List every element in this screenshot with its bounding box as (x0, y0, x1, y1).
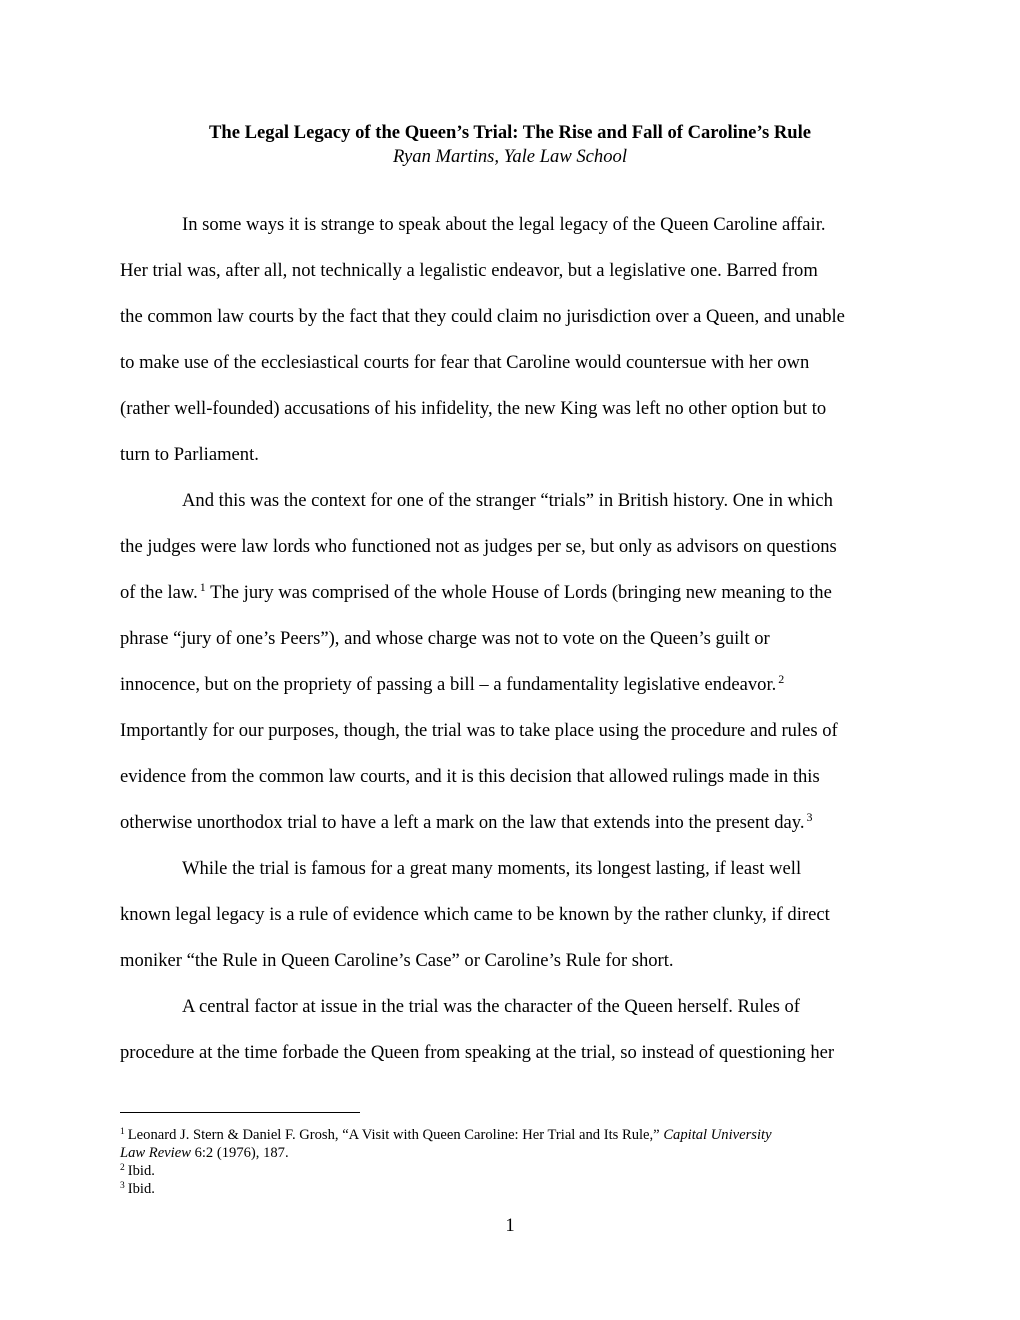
body-line-text: The jury was comprised of the whole House of Lords (bringing new meaning to the (210, 582, 832, 603)
body-line: phrase “jury of one’s Peers”), and whose charge was not to vote on the Queen’s guilt or (120, 628, 770, 649)
body-line: to make use of the ecclesiastical courts for fear that Caroline would countersue with her own (120, 352, 810, 373)
footnote-text: Leonard J. Stern & Daniel F. Grosh, “A Visit with Queen Caroline: Her Trial and Its Rule,” (127, 1127, 664, 1143)
page-number: 1 (505, 1215, 515, 1236)
footnote-number: 3 (120, 1181, 125, 1191)
paper-title: The Legal Legacy of the Queen’s Trial: The Rise and Fall of Caroline’s Rule (208, 122, 812, 143)
body-line-text: innocence, but on the propriety of passing a bill – a fundamentality legislative endeavor. (120, 674, 777, 695)
author-byline: Ryan Martins, Yale Law School (393, 146, 627, 167)
footnote-text: 6:2 (1976), 187. (190, 1145, 289, 1161)
footnote-1-continued (120, 1144, 289, 1162)
body-line: known legal legacy is a rule of evidence which came to be known by the rather clunky, if direct (120, 904, 830, 925)
body-line: the common law courts by the fact that they could claim no jurisdiction over a Queen, and unable (120, 306, 845, 327)
body-line: evidence from the common law courts, and it is this decision that allowed rulings made in this (120, 766, 820, 787)
body-line-text: of the law. (120, 582, 198, 603)
body-line: While the trial is famous for a great many moments, its longest lasting, if least well (182, 858, 802, 879)
footnote-2 (120, 1162, 155, 1180)
footnote-ref: 2 (778, 672, 785, 686)
body-line-text: otherwise unorthodox trial to have a left a mark on the law that extends into the present day. (120, 812, 805, 833)
body-line: (rather well-founded) accusations of his infidelity, the new King was left no other option but to (120, 398, 827, 419)
body-line: turn to Parliament. (120, 444, 259, 465)
footnote-3 (120, 1180, 155, 1198)
footnote-number: 1 (120, 1127, 125, 1137)
footnote-1 (120, 1126, 772, 1144)
footnote-journal: Law Review (120, 1145, 191, 1161)
footnote-journal: Capital University (663, 1127, 772, 1143)
body-line: A central factor at issue in the trial was the character of the Queen herself. Rules of (182, 996, 800, 1017)
footnote-ref: 3 (806, 810, 813, 824)
body-line: And this was the context for one of the stranger “trials” in British history. One in which (182, 490, 833, 511)
footnote-ref: 1 (199, 580, 206, 594)
footnote-number: 2 (120, 1163, 125, 1173)
body-line (120, 812, 813, 834)
body-line: procedure at the time forbade the Queen from speaking at the trial, so instead of questioning her (120, 1042, 835, 1063)
body-line: In some ways it is strange to speak about the legal legacy of the Queen Caroline affair. (182, 214, 826, 235)
footnote-text: Ibid. (127, 1181, 155, 1197)
body-line: moniker “the Rule in Queen Caroline’s Case” or Caroline’s Rule for short. (120, 950, 674, 971)
body-line: Importantly for our purposes, though, the trial was to take place using the procedure and rules of (120, 720, 838, 741)
footnote-separator (120, 1112, 360, 1113)
body-line (120, 582, 832, 604)
body-line: the judges were law lords who functioned not as judges per se, but only as advisors on questions (120, 536, 837, 557)
footnote-text: Ibid. (127, 1163, 155, 1179)
body-line: Her trial was, after all, not technically a legalistic endeavor, but a legislative one. Barred from (120, 260, 818, 281)
body-line (120, 674, 784, 696)
